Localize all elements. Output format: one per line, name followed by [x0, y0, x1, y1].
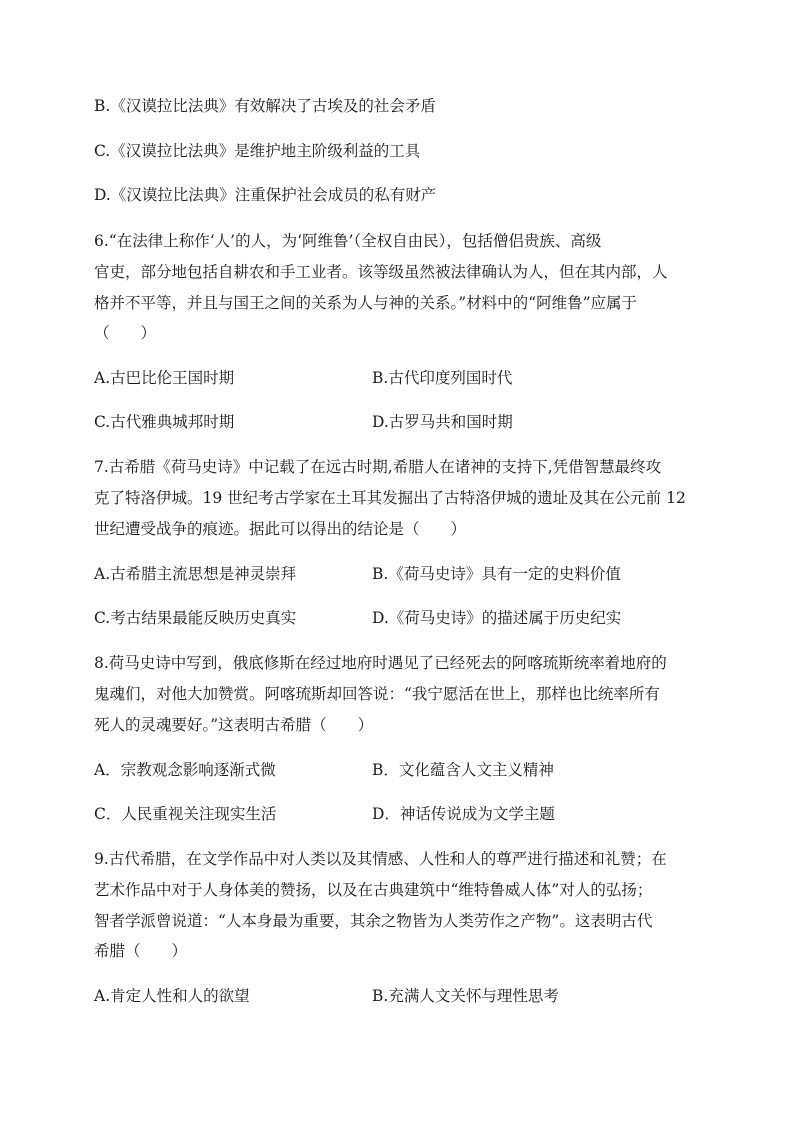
- question-7-line-2: 克了特洛伊城。19 世纪考古学家在土耳其发掘出了古特洛伊城的遗址及其在公元前 12: [94, 489, 686, 507]
- question-9-line-2: 艺术作品中对于人身体美的赞扬，以及在古典建筑中“维特鲁威人体”对人的弘扬；: [94, 881, 653, 899]
- option-6c: C.古代雅典城邦时期: [94, 413, 235, 431]
- question-7-line-1: 7.古希腊《荷马史诗》中记载了在远古时期,希腊人在诸神的支持下,凭借智慧最终攻: [94, 458, 662, 476]
- question-6-line-1: 6.“在法律上称作‘人’的人，为‘阿维鲁’（全权自由民），包括僧侣贵族、高级: [94, 232, 602, 250]
- question-6-line-2: 官吏，部分地包括自耕农和手工业者。该等级虽然被法律确认为人，但在其内部，人: [94, 263, 668, 281]
- question-6-line-3: 格并不平等，并且与国王之间的关系为人与神的关系。”材料中的“阿维鲁”应属于: [94, 294, 638, 312]
- option-6b: B.古代印度列国时代: [372, 369, 513, 387]
- option-8d: D．神话传说成为文学主题: [372, 805, 555, 823]
- option-5c: C.《汉谟拉比法典》是维护地主阶级利益的工具: [94, 142, 421, 160]
- question-8-line-3: 死人的灵魂要好。”这表明古希腊（ ）: [94, 716, 374, 734]
- option-7d: D.《荷马史诗》的描述属于历史纪实: [372, 609, 622, 627]
- option-7b: B.《荷马史诗》具有一定的史料价值: [372, 565, 621, 583]
- question-7-line-3: 世纪遭受战争的痕迹。据此可以得出的结论是（ ）: [94, 520, 467, 538]
- option-5d: D.《汉谟拉比法典》注重保护社会成员的私有财产: [94, 186, 437, 204]
- option-7a: A.古希腊主流思想是神灵崇拜: [94, 565, 297, 583]
- option-7c: C.考古结果最能反映历史真实: [94, 609, 297, 627]
- question-8-line-2: 鬼魂们，对他大加赞赏。阿喀琉斯却回答说：“我宁愿活在世上，那样也比统率所有: [94, 685, 660, 703]
- question-8-line-1: 8.荷马史诗中写到，俄底修斯在经过地府时遇见了已经死去的阿喀琉斯统率着地府的: [94, 654, 667, 672]
- option-8b: B．文化蕴含人文主义精神: [372, 761, 554, 779]
- question-9-line-1: 9.古代希腊，在文学作品中对人类以及其情感、人性和人的尊严进行描述和礼赞；在: [94, 850, 667, 868]
- question-6-line-4: （ ）: [94, 324, 157, 342]
- option-8a: A．宗教观念影响逐渐式微: [94, 761, 276, 779]
- question-9-line-3: 智者学派曾说道：“人本身最为重要，其余之物皆为人类劳作之产物”。这表明古代: [94, 912, 653, 930]
- question-9-line-4: 希腊（ ）: [94, 942, 188, 960]
- option-8c: C．人民重视关注现实生活: [94, 805, 277, 823]
- option-6d: D.古罗马共和国时期: [372, 413, 513, 431]
- option-9b: B.充满人文关怀与理性思考: [372, 987, 559, 1005]
- option-5b: B.《汉谟拉比法典》有效解决了古埃及的社会矛盾: [94, 97, 436, 115]
- option-9a: A.肯定人性和人的欲望: [94, 987, 250, 1005]
- option-6a: A.古巴比伦王国时期: [94, 369, 235, 387]
